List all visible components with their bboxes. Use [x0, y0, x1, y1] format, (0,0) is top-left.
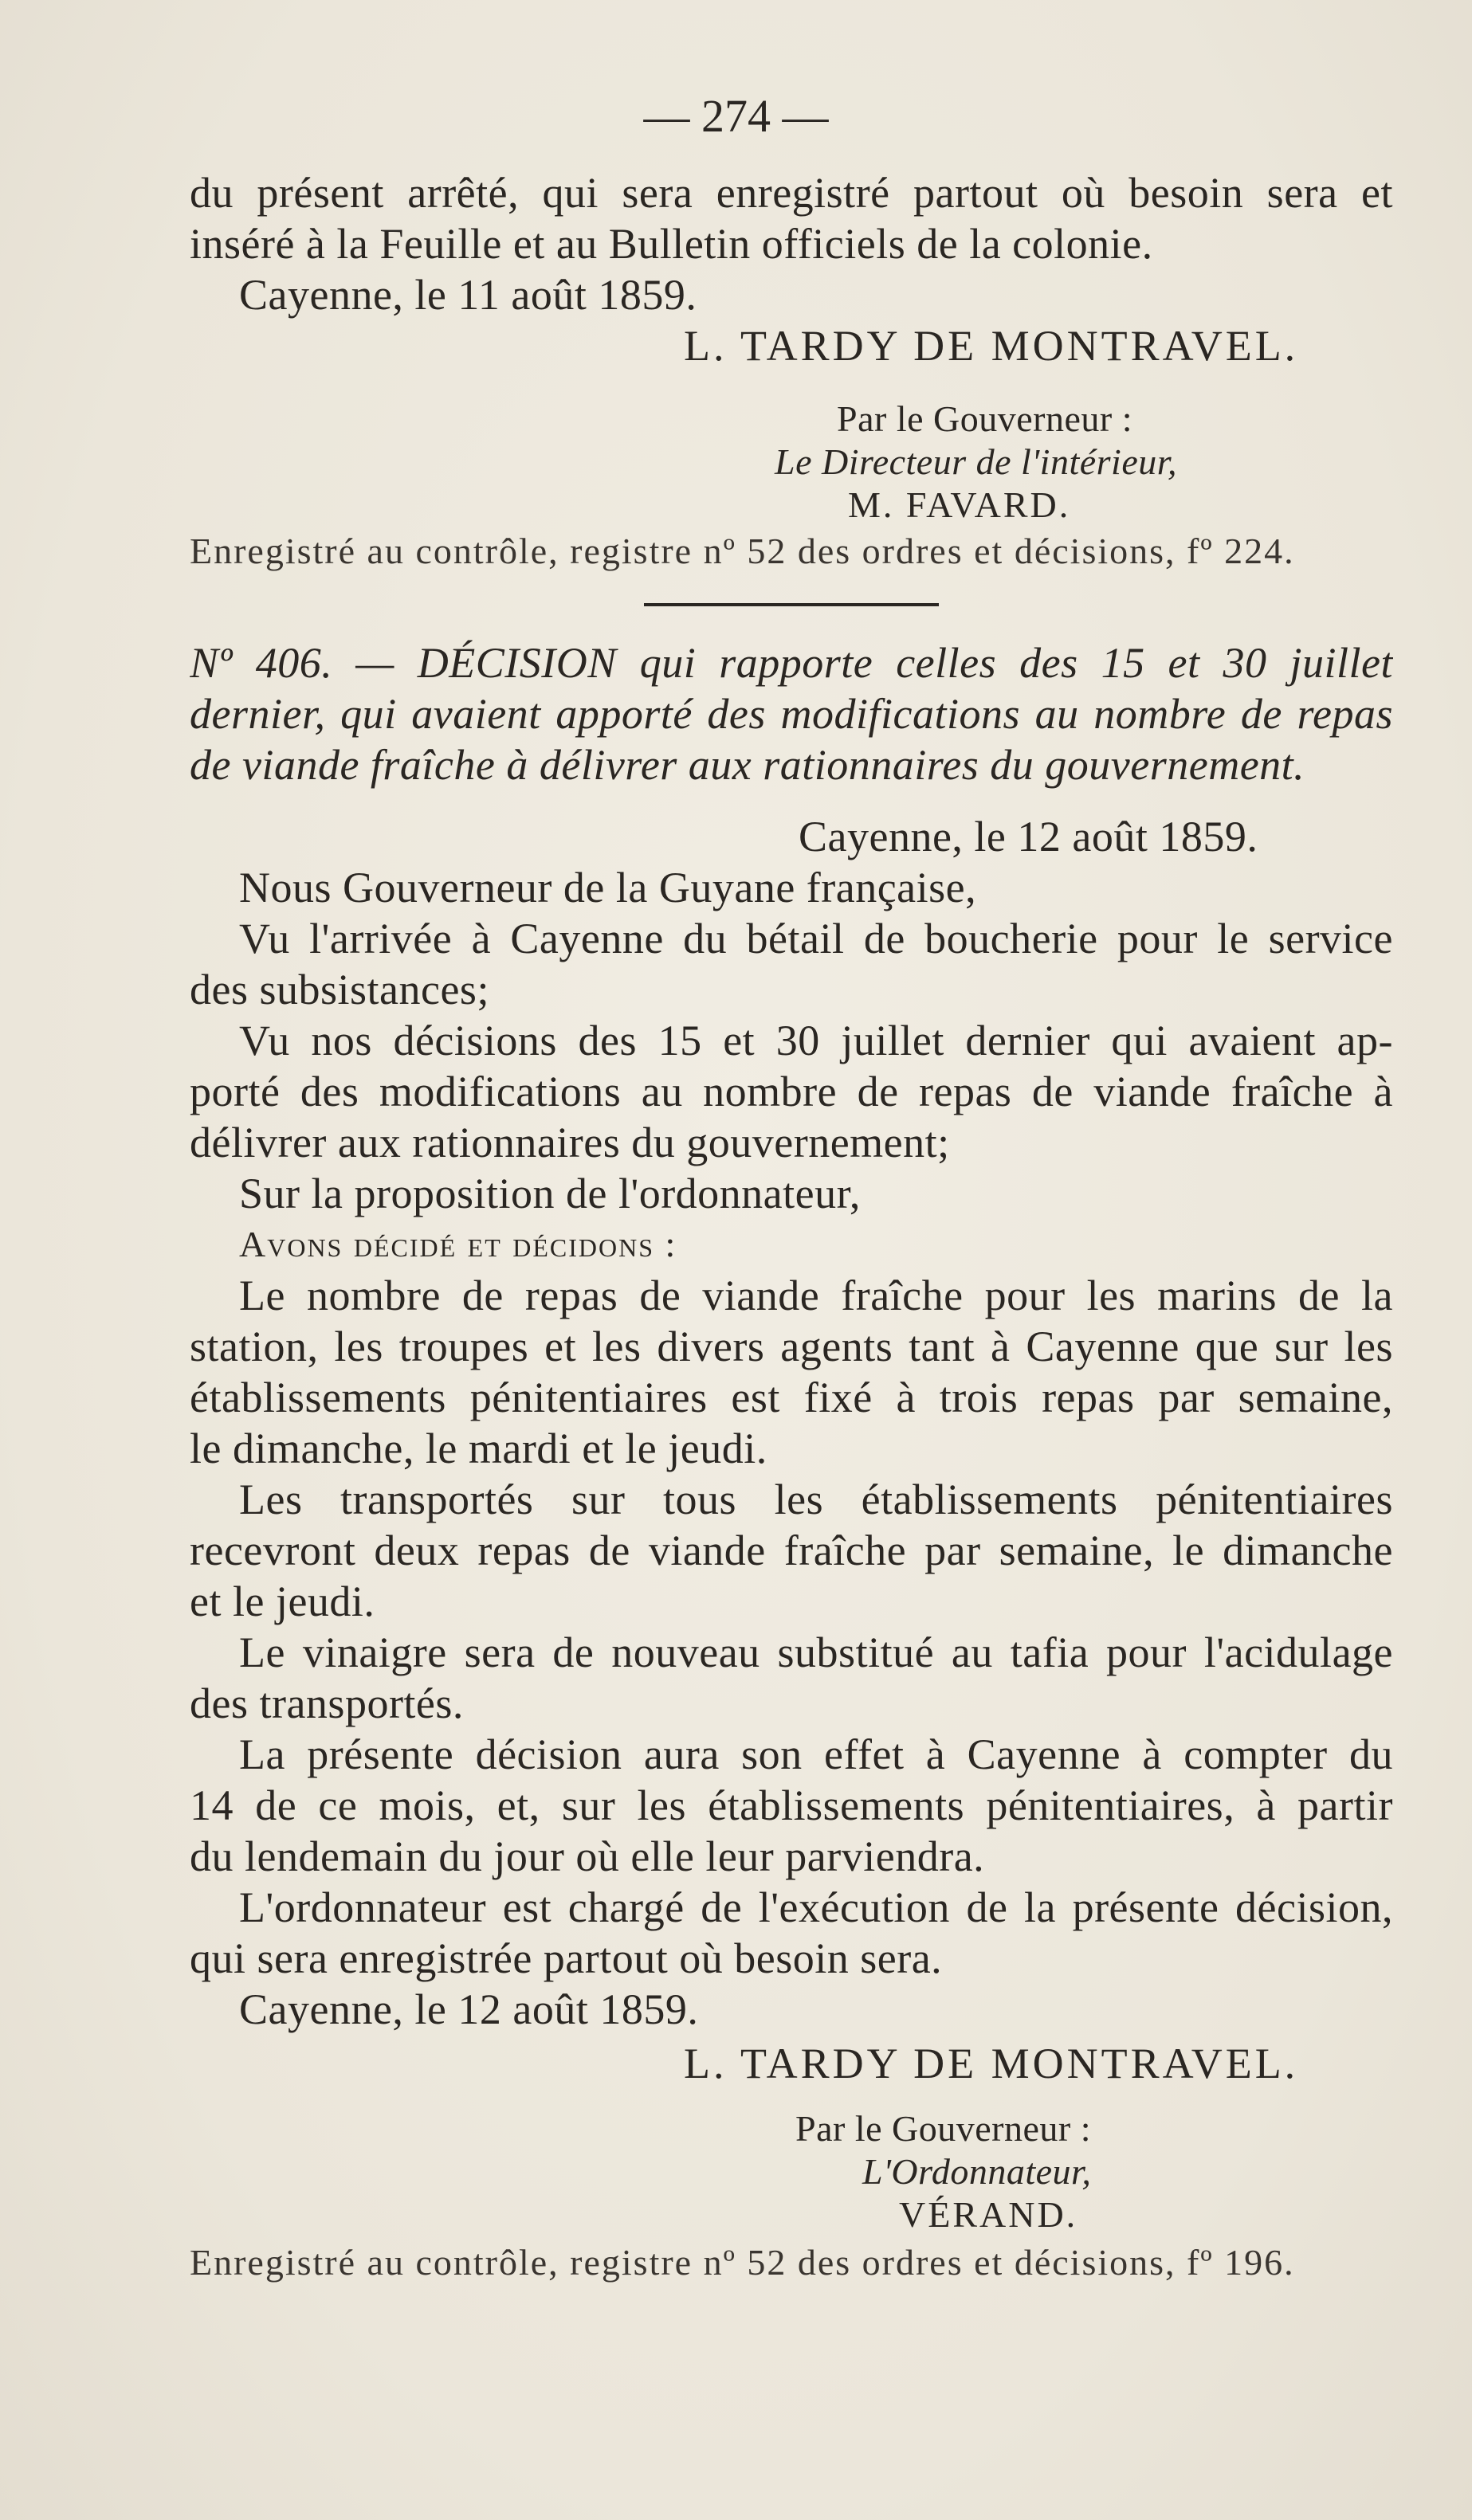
body-line: Cayenne, le 12 août 1859. [239, 1985, 699, 2033]
page-number: — 274 — [643, 90, 829, 142]
prev-registration: Enregistré au contrôle, registre nº 52 des ordres et décisions, fº 224. [190, 531, 1295, 571]
body-line: Vu nos décisions des 15 et 30 juillet dernier qui avaient ap- [239, 1017, 1393, 1064]
body-line: établissements pénitentiaires est fixé à trois repas par semaine, [190, 1374, 1393, 1421]
body-line: Sur la proposition de l'ordonnateur, [239, 1170, 861, 1217]
body-line: Le vinaigre sera de nouveau substitué au tafia pour l'acidulage [239, 1628, 1393, 1676]
body-line: du lendemain du jour où elle leur parviendra. [190, 1832, 985, 1880]
body-line: Le nombre de repas de viande fraîche pour les marins de la [239, 1272, 1393, 1319]
prev-signer-title: Le Directeur de l'intérieur, [775, 441, 1178, 482]
body-line: recevront deux repas de viande fraîche par semaine, le dimanche [190, 1527, 1393, 1574]
body-line: Vu l'arrivée à Cayenne du bétail de boucherie pour le service [239, 915, 1393, 962]
body-line: Nous Gouverneur de la Guyane française, [239, 864, 977, 911]
prev-line: du présent arrêté, qui sera enregistré partout où besoin sera et [190, 169, 1393, 217]
body-line: Avons décidé et décidons : [239, 1224, 677, 1264]
decision-heading-line: Nº 406. — DÉCISION qui rapporte celles des 15 et 30 juillet [190, 639, 1393, 687]
body-line: La présente décision aura son effet à Cayenne à compter du [239, 1730, 1393, 1778]
prev-line: inséré à la Feuille et au Bulletin officiels de la colonie. [190, 220, 1153, 268]
prev-par-le-gouverneur: Par le Gouverneur : [837, 398, 1132, 439]
prev-official: M. FAVARD. [848, 484, 1071, 525]
decision-heading-line: dernier, qui avaient apporté des modifications au nombre de repas [190, 690, 1393, 738]
body-line: qui sera enregistrée partout où besoin sera. [190, 1934, 943, 1982]
decision-heading-line: de viande fraîche à délivrer aux rationnaires du gouvernement. [190, 741, 1305, 789]
body-line: délivrer aux rationnaires du gouvernement; [190, 1119, 950, 1166]
decision-signer-title: L'Ordonnateur, [862, 2151, 1092, 2192]
body-line: des subsistances; [190, 966, 489, 1013]
decision-dateline: Cayenne, le 12 août 1859. [799, 813, 1258, 860]
decision-official: VÉRAND. [899, 2194, 1078, 2235]
body-line: le dimanche, le mardi et le jeudi. [190, 1425, 767, 1472]
body-line: 14 de ce mois, et, sur les établissements pénitentiaires, à partir [190, 1781, 1393, 1829]
prev-signer: L. TARDY DE MONTRAVEL. [684, 322, 1299, 370]
body-line: porté des modifications au nombre de repas de viande fraîche à [190, 1068, 1393, 1115]
decision-registration: Enregistré au contrôle, registre nº 52 des ordres et décisions, fº 196. [190, 2242, 1295, 2283]
body-line: des transportés. [190, 1679, 464, 1727]
body-line: station, les troupes et les divers agents tant à Cayenne que sur les [190, 1323, 1393, 1370]
body-line: L'ordonnateur est chargé de l'exécution de la présente décision, [239, 1883, 1393, 1931]
decision-signer: L. TARDY DE MONTRAVEL. [684, 2040, 1299, 2087]
prev-date: Cayenne, le 11 août 1859. [239, 271, 697, 319]
decision-par-le-gouverneur: Par le Gouverneur : [795, 2108, 1091, 2149]
body-line: et le jeudi. [190, 1577, 375, 1625]
section-divider [644, 603, 939, 606]
body-line: Les transportés sur tous les établissements pénitentiaires [239, 1476, 1393, 1523]
